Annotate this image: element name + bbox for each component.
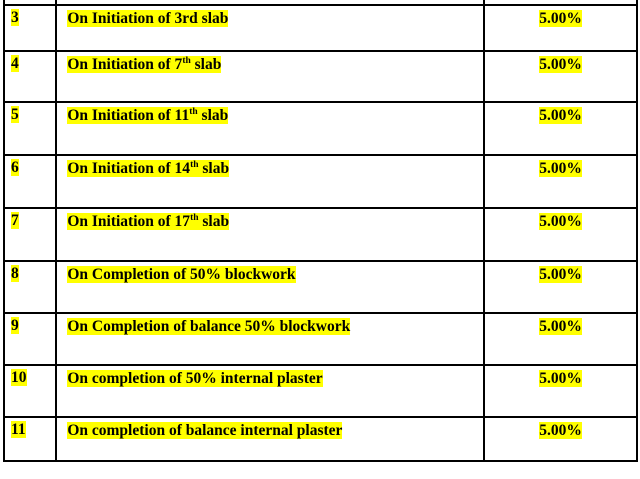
- table-row: [4, 365, 637, 417]
- table-row: [4, 261, 637, 313]
- cell-pct: [484, 208, 637, 261]
- table-row: [4, 102, 637, 155]
- cell-desc: [56, 208, 484, 261]
- desc-text: On completion of balance internal plaster: [67, 422, 343, 439]
- cell-pct: [484, 261, 637, 313]
- cell-desc: [56, 155, 484, 208]
- sr-value: 5: [11, 106, 19, 123]
- cell-sr: [4, 5, 56, 51]
- desc-superscript: th: [182, 55, 191, 66]
- table-row: [4, 155, 637, 208]
- desc-text: On Initiation of 3rd slab: [67, 10, 229, 27]
- cell-pct: [484, 155, 637, 208]
- desc-text: On Completion of 50% blockwork: [67, 266, 296, 283]
- cell-desc: [56, 51, 484, 102]
- cell-pct: [484, 5, 637, 51]
- desc-text-post: slab: [197, 107, 229, 124]
- cell-sr: [4, 51, 56, 102]
- pct-value: 5.00%: [539, 160, 582, 177]
- cell-pct: [484, 102, 637, 155]
- desc-superscript: th: [189, 106, 198, 117]
- desc-value: [67, 160, 229, 177]
- sr-value: 4: [11, 55, 19, 72]
- pct-value: 5.00%: [539, 107, 582, 124]
- sr-value: 7: [11, 212, 19, 229]
- desc-text: On Completion of balance 50% blockwork: [67, 318, 351, 335]
- sr-value: 11: [11, 421, 26, 438]
- desc-superscript: th: [190, 159, 199, 170]
- pct-value: 5.00%: [539, 370, 582, 387]
- cell-pct: [484, 313, 637, 365]
- sr-value: 3: [11, 9, 19, 26]
- desc-value: [67, 370, 322, 387]
- pct-value: 5.00%: [539, 10, 582, 27]
- table-body: [4, 0, 637, 461]
- cell-sr: [4, 155, 56, 208]
- desc-text: On Initiation of 7: [67, 56, 183, 73]
- table-row: [4, 208, 637, 261]
- desc-text: On Initiation of 14: [67, 160, 191, 177]
- cell-desc: [56, 417, 484, 461]
- pct-value: 5.00%: [539, 266, 582, 283]
- cell-desc: [56, 365, 484, 417]
- sr-value: 9: [11, 317, 19, 334]
- cell-pct: [484, 51, 637, 102]
- cell-pct: [484, 417, 637, 461]
- pct-value: 5.00%: [539, 318, 582, 335]
- desc-value: [67, 318, 350, 335]
- cell-desc: [56, 5, 484, 51]
- cell-sr: [4, 365, 56, 417]
- cell-sr: [4, 417, 56, 461]
- desc-value: [67, 213, 229, 230]
- sr-value: 10: [11, 369, 27, 386]
- table-row: [4, 417, 637, 461]
- desc-value: [67, 107, 228, 124]
- desc-superscript: th: [190, 212, 199, 223]
- sr-value: 8: [11, 265, 19, 282]
- desc-text-post: slab: [190, 56, 222, 73]
- cell-sr: [4, 313, 56, 365]
- desc-text-post: slab: [198, 213, 230, 230]
- desc-text: On Initiation of 17: [67, 213, 191, 230]
- cell-pct: [484, 365, 637, 417]
- table-row: [4, 5, 637, 51]
- cell-sr: [4, 261, 56, 313]
- sr-value: 6: [11, 159, 19, 176]
- cell-desc: [56, 313, 484, 365]
- desc-value: [67, 56, 221, 73]
- table-row: [4, 51, 637, 102]
- cell-sr: [4, 208, 56, 261]
- desc-value: [67, 10, 228, 27]
- cell-desc: [56, 102, 484, 155]
- desc-text-post: slab: [198, 160, 230, 177]
- pct-value: 5.00%: [539, 213, 582, 230]
- desc-text: On Initiation of 11: [67, 107, 190, 124]
- cell-sr: [4, 102, 56, 155]
- desc-value: [67, 422, 342, 439]
- pct-value: 5.00%: [539, 422, 582, 439]
- cell-desc: [56, 261, 484, 313]
- desc-value: [67, 266, 295, 283]
- payment-schedule-table: [3, 0, 638, 462]
- desc-text: On completion of 50% internal plaster: [67, 370, 323, 387]
- pct-value: 5.00%: [539, 56, 582, 73]
- table-row: [4, 313, 637, 365]
